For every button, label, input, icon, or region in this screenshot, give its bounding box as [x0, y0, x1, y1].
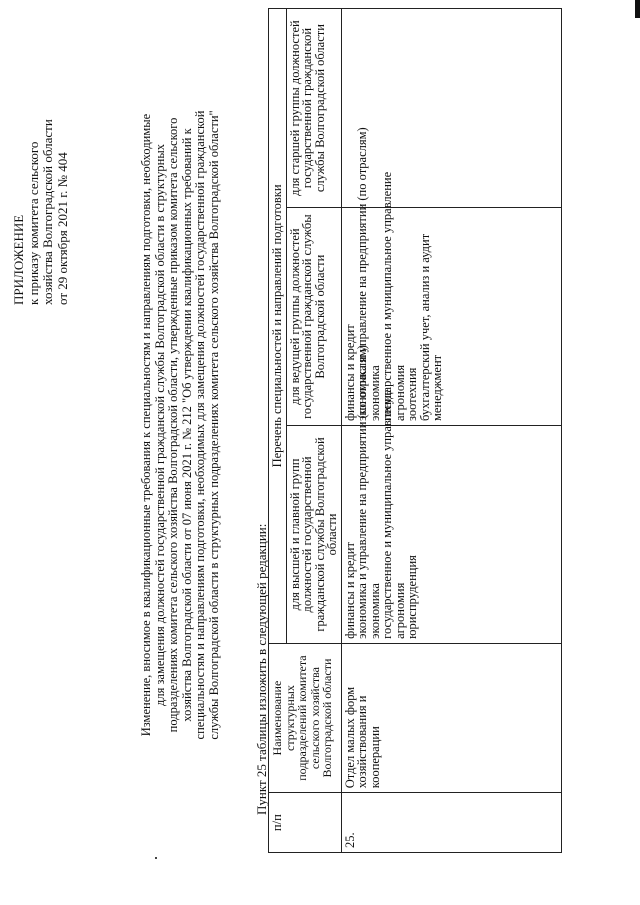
appendix-header	[12, 5, 70, 305]
appendix-line-3: от 29 октября 2021 г. № 404	[54, 152, 70, 305]
table-row	[341, 9, 561, 853]
specialty-item: финансы и кредит	[342, 542, 357, 639]
header-unit: Наименование структурных подразделений комитета сельского хозяйства Волгоградской области	[269, 643, 342, 792]
specialty-item: финансы и кредит	[342, 324, 357, 422]
specialty-item: экономика и управление на предприятии (по отраслям)	[355, 127, 369, 422]
header-senior-group: для старшей группы должностей государственной гражданской службы Волгоградской области	[286, 9, 341, 208]
appendix-line-1: к приказу комитета сельского	[25, 141, 41, 305]
header-lead-group: для ведущей группы должностей государственной гражданской службы Волгоградской области	[286, 208, 341, 426]
appendix-title: ПРИЛОЖЕНИЕ	[11, 214, 26, 305]
intro-paragraph: Изменение, вносимое в квалификационные требования к специальностям и направлениям подготовки, необходимые для замещения должностей государственной гражданской службы Волгоградской области в структурных подразделениях комитета сельского хозяйства Волгоградской области, утвержденные приказом комитета сельского хозяйства Волгоградской области от 07 июня 2021 г. № 212 "Об утверждении квалификационных требований к специальностям и направлениям подготовки, необходимых для замещения должностей государственной гражданской службы Волгоградской области в структурных подразделениях комитета сельского хозяйства Волгоградской области"	[139, 110, 221, 740]
row-lead-specialties	[341, 127, 561, 426]
specialty-item: экономика	[367, 365, 382, 422]
qualification-table	[268, 8, 562, 853]
table-header-row	[269, 9, 287, 853]
specialty-item: экономика и управление на предприятии (по отраслям)	[355, 345, 369, 639]
header-top-group: для высшей и главной групп должностей государственной гражданской службы Волгоградской области	[286, 426, 341, 644]
specialty-item: юриспруденция	[405, 555, 419, 639]
specialty-item: государственное и муниципальное управление	[380, 389, 394, 639]
row-senior-specialties	[341, 9, 561, 208]
specialty-item: государственное и муниципальное управление	[380, 171, 394, 422]
intro-lead: Пункт 25 таблицы изложить в следующей редакции:	[254, 523, 269, 815]
row-number: 25.	[341, 793, 561, 853]
row-unit: Отдел малых форм хозяйствования и кооперации	[341, 643, 561, 792]
specialty-item: агрономия	[392, 364, 407, 422]
specialty-item: экономика	[367, 583, 382, 639]
header-group: Перечень специальностей и направлений подготовки	[269, 9, 287, 644]
header-number: п/п	[269, 793, 342, 853]
specialty-item: зоотехния	[405, 367, 419, 422]
appendix-line-2: хозяйства Волгоградской области	[40, 119, 55, 305]
specialty-item: агрономия	[392, 582, 407, 639]
specialty-item: менеджмент	[430, 354, 444, 422]
specialty-item: бухгалтерский учет, анализ и аудит	[417, 233, 432, 422]
